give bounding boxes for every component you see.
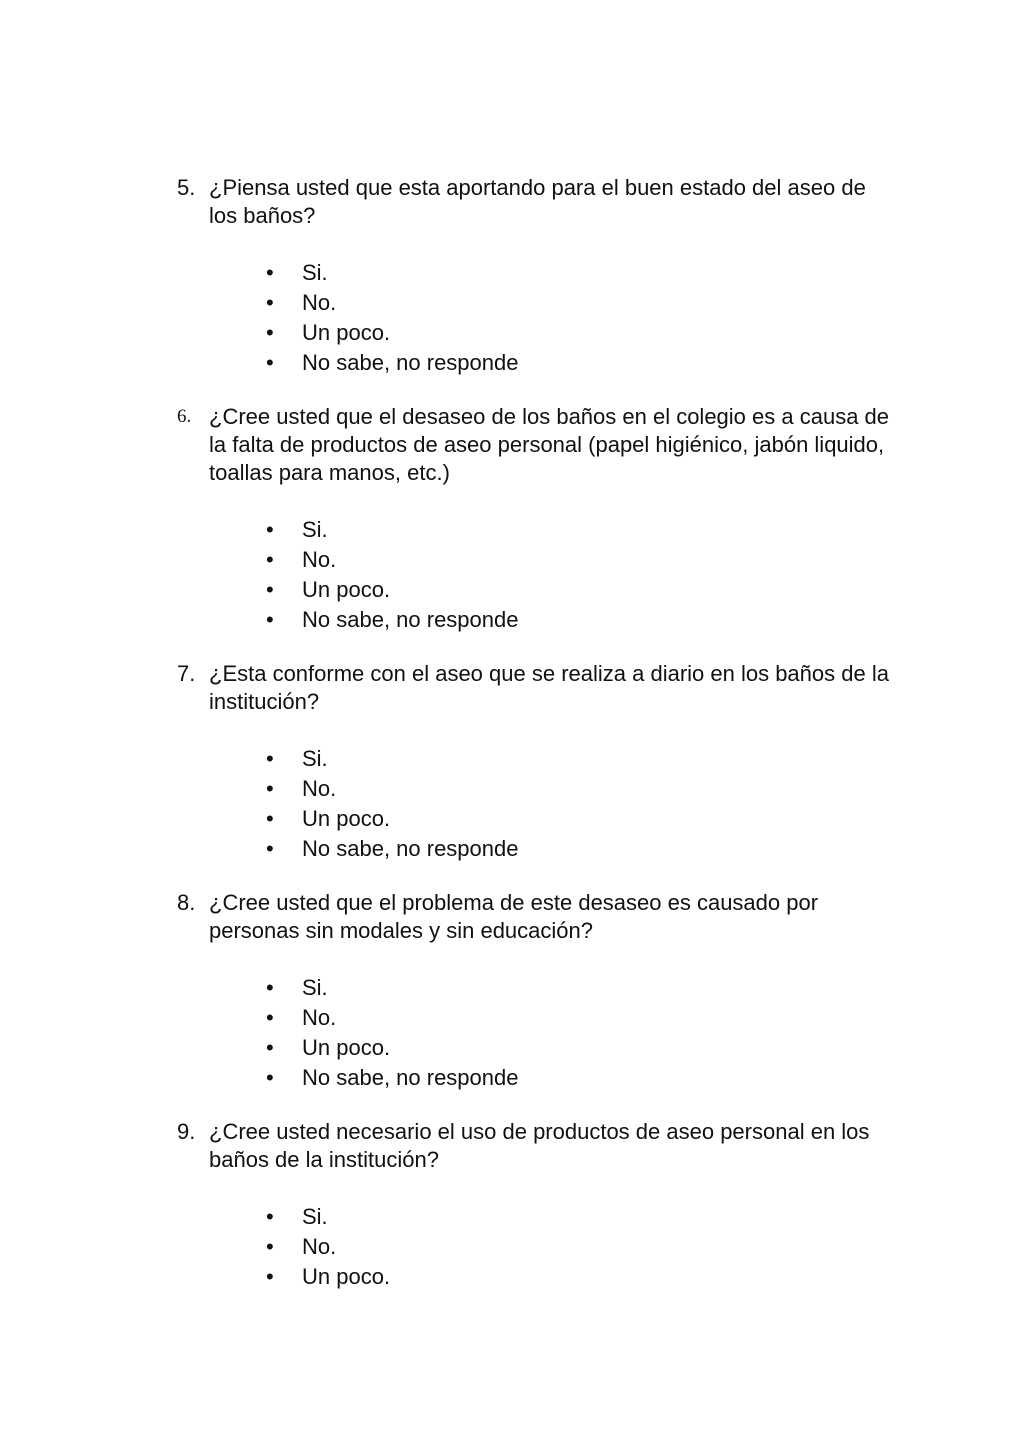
answer-options bbox=[0, 973, 1024, 1093]
option-label: No. bbox=[302, 1234, 337, 1259]
bullet-icon: • bbox=[266, 607, 274, 632]
option-label: Si. bbox=[302, 260, 328, 285]
option-label: Si. bbox=[302, 517, 328, 542]
bullet-icon: • bbox=[266, 547, 274, 572]
answer-option bbox=[0, 973, 1024, 1003]
answer-options bbox=[0, 744, 1024, 864]
bullet-icon: • bbox=[266, 1065, 274, 1090]
question-number: 9. bbox=[177, 1119, 196, 1144]
answer-option bbox=[0, 605, 1024, 635]
answer-option bbox=[0, 1202, 1024, 1232]
bullet-icon: • bbox=[266, 517, 274, 542]
answer-option bbox=[0, 1232, 1024, 1262]
option-label: Un poco. bbox=[302, 1264, 391, 1289]
bullet-icon: • bbox=[266, 1005, 274, 1030]
option-label: No. bbox=[302, 776, 337, 801]
answer-options bbox=[0, 515, 1024, 635]
option-label: Si. bbox=[302, 746, 328, 771]
answer-option bbox=[0, 804, 1024, 834]
answer-options bbox=[0, 258, 1024, 378]
option-label: No. bbox=[302, 1005, 337, 1030]
question-text: ¿Cree usted necesario el uso de productos de aseo personal en los baños de la institución? bbox=[209, 1119, 870, 1172]
option-label: No sabe, no responde bbox=[302, 607, 519, 632]
answer-option bbox=[0, 1033, 1024, 1063]
answer-option bbox=[0, 515, 1024, 545]
answer-option bbox=[0, 744, 1024, 774]
bullet-icon: • bbox=[266, 746, 274, 771]
option-label: No sabe, no responde bbox=[302, 1065, 519, 1090]
question-text: ¿Cree usted que el desaseo de los baños en el colegio es a causa de la falta de productos de aseo personal (papel higiénico, jabón liquido, toallas para manos, etc.) bbox=[209, 404, 890, 485]
bullet-icon: • bbox=[266, 577, 274, 602]
bullet-icon: • bbox=[266, 806, 274, 831]
answer-option bbox=[0, 288, 1024, 318]
option-label: Un poco. bbox=[302, 577, 391, 602]
question-number: 5. bbox=[177, 175, 196, 200]
bullet-icon: • bbox=[266, 1035, 274, 1060]
answer-option bbox=[0, 258, 1024, 288]
question-text: ¿Esta conforme con el aseo que se realiza a diario en los baños de la institución? bbox=[209, 661, 889, 714]
bullet-icon: • bbox=[266, 320, 274, 345]
option-label: Un poco. bbox=[302, 320, 391, 345]
bullet-icon: • bbox=[266, 836, 274, 861]
answer-option bbox=[0, 834, 1024, 864]
question-number: 8. bbox=[177, 890, 196, 915]
answer-option bbox=[0, 575, 1024, 605]
question-number: 6. bbox=[177, 406, 192, 427]
option-label: Si. bbox=[302, 975, 328, 1000]
bullet-icon: • bbox=[266, 1234, 274, 1259]
question-text: ¿Cree usted que el problema de este desaseo es causado por personas sin modales y sin educación? bbox=[209, 890, 819, 943]
answer-option bbox=[0, 774, 1024, 804]
answer-option bbox=[0, 1003, 1024, 1033]
bullet-icon: • bbox=[266, 1204, 274, 1229]
option-label: Un poco. bbox=[302, 806, 391, 831]
option-label: No sabe, no responde bbox=[302, 350, 519, 375]
option-label: No sabe, no responde bbox=[302, 836, 519, 861]
question-number: 7. bbox=[177, 661, 196, 686]
bullet-icon: • bbox=[266, 350, 274, 375]
bullet-icon: • bbox=[266, 290, 274, 315]
answer-option bbox=[0, 545, 1024, 575]
answer-options bbox=[0, 1202, 1024, 1292]
option-label: Un poco. bbox=[302, 1035, 391, 1060]
answer-option bbox=[0, 318, 1024, 348]
bullet-icon: • bbox=[266, 776, 274, 801]
option-label: No. bbox=[302, 547, 337, 572]
question-text: ¿Piensa usted que esta aportando para el buen estado del aseo de los baños? bbox=[209, 175, 866, 228]
answer-option bbox=[0, 348, 1024, 378]
bullet-icon: • bbox=[266, 1264, 274, 1289]
answer-option bbox=[0, 1063, 1024, 1093]
bullet-icon: • bbox=[266, 260, 274, 285]
answer-option bbox=[0, 1262, 1024, 1292]
option-label: No. bbox=[302, 290, 337, 315]
option-label: Si. bbox=[302, 1204, 328, 1229]
bullet-icon: • bbox=[266, 975, 274, 1000]
